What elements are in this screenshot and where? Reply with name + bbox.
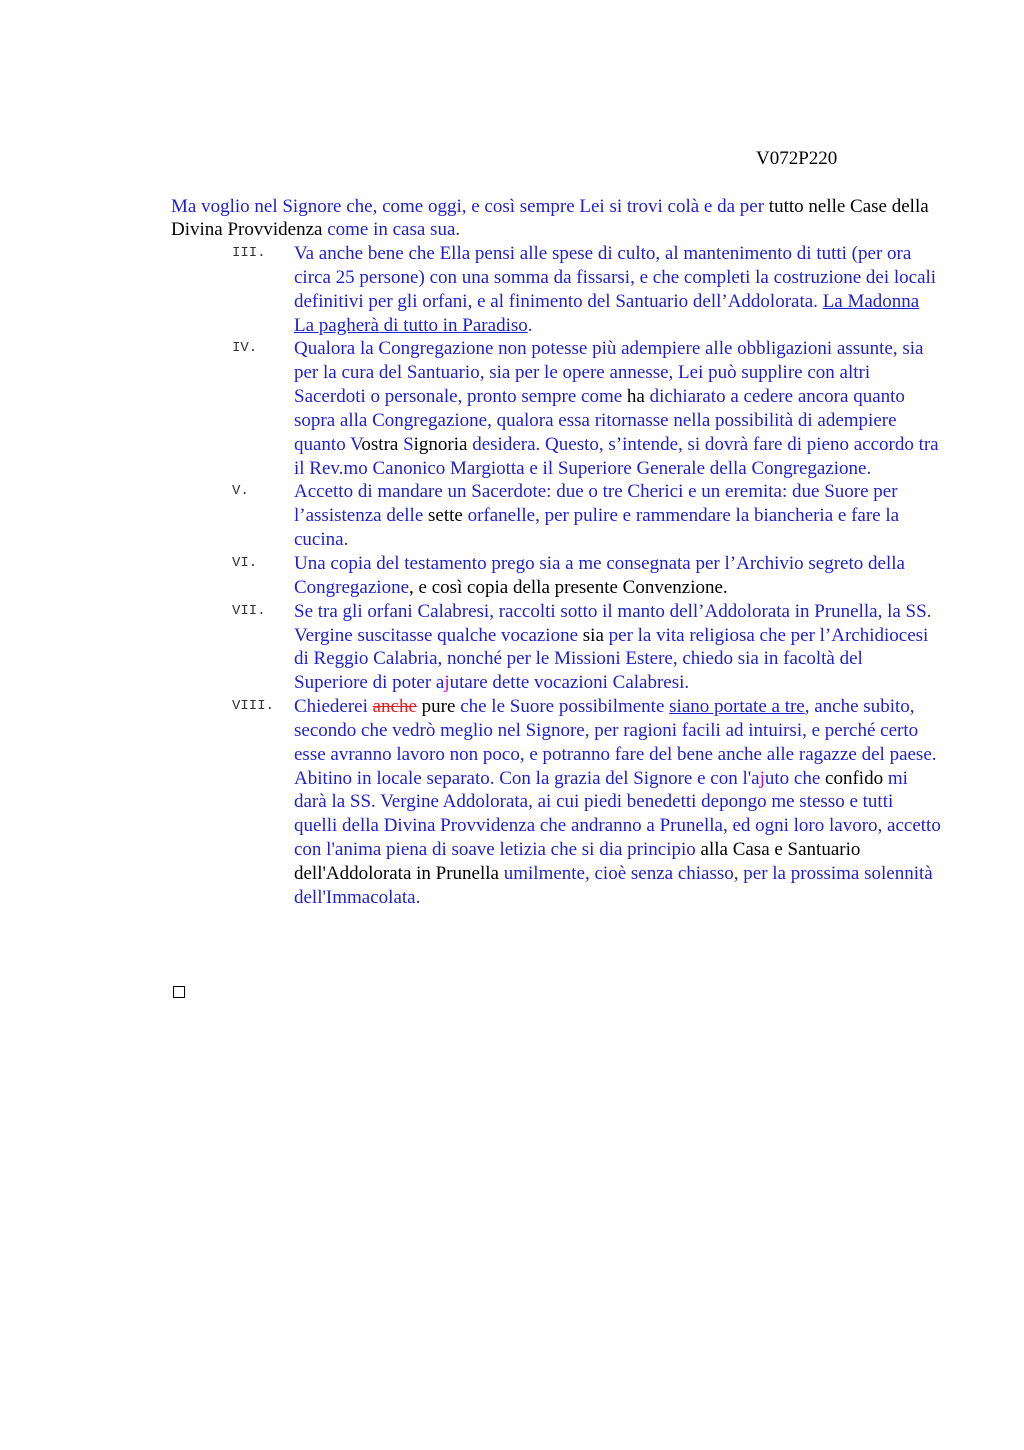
underlined-segment: siano portate a tre: [669, 696, 805, 718]
text-segment-black: ignoria: [413, 433, 473, 455]
text-segment-black: alla Casa e Santuario dell'Addolorata in Prunella: [294, 839, 861, 884]
text-segment: Chiederei: [294, 696, 373, 718]
numbered-list: [171, 242, 941, 910]
text-segment: uto che: [764, 767, 826, 789]
item-text: [294, 480, 941, 552]
item-text: [294, 695, 941, 910]
intro-paragraph: [171, 195, 941, 242]
text-segment-magenta: j: [759, 767, 765, 789]
text-segment: che le Suore possibilmente: [460, 696, 670, 718]
text-segment: Accetto di mandare un Sacerdote: due o tre Cherici e un eremita: due Suore per l’assistenza delle: [294, 481, 898, 527]
text-segment: umilmente, cioè senza chiasso, per la prossima solennità dell'Immacolata.: [294, 862, 933, 908]
text-segment-black: , e così copia della presente Convenzione.: [409, 576, 728, 598]
item-text: [294, 337, 941, 480]
text-segment: .: [527, 314, 533, 336]
item-number: VIII.: [232, 698, 275, 715]
item-text: [294, 600, 941, 695]
text-segment: S: [403, 433, 414, 455]
checkbox-icon: [173, 986, 185, 998]
intro-text-black: tutto nelle Case della Divina Provvidenza: [171, 196, 929, 241]
text-segment-black: confido: [825, 767, 888, 789]
list-item-iii: [171, 242, 941, 337]
text-segment: , anche subito, secondo che vedrò meglio nel Signore, per ragioni facili ad intuirsi, e perché certo esse avranno lavoro non poco, e potranno fare del bene anche alle ragazze del paese. Abitino in locale separato. Con la grazia del Signore e con l'a: [294, 696, 937, 789]
text-segment: Qualora la Congregazione non potesse più adempiere alle obbligazioni assunte, sia per la cura del Santuario, sia per le opere annesse, Lei può supplire con altri Sacerdoti o personale, pronto sempre come: [294, 338, 924, 408]
text-segment: Va anche bene che Ella pensi alle spese di culto, al mantenimento di tutti (per ora circa 25 persone) con una somma da fissarsi, e che completi la costruzione dei locali definitivi per gli orfani, e al finimento del Santuario dell’Addolorata.: [294, 243, 937, 312]
text-segment: desidera. Questo, s’intende, si dovrà fare di pieno accordo tra il Rev.mo Canonico Margiotta e il Superiore Generale della Congregazione.: [294, 433, 939, 479]
text-segment: Una copia del testamento prego sia a me consegnata per l’Archivio segreto della Congregazione: [294, 552, 905, 598]
item-text: [294, 242, 941, 337]
text-segment-black: sette: [428, 505, 468, 527]
item-number: III.: [232, 245, 266, 261]
text-segment-magenta: j: [444, 672, 450, 694]
text-segment-black: ostra: [361, 433, 404, 455]
list-item-vi: [171, 552, 941, 600]
deleted-text: anche: [372, 696, 417, 718]
item-number: V.: [232, 483, 249, 500]
text-segment: dichiarato a cedere ancora quanto sopra alla Congregazione, qualora essa ritornasse nella possibilità di adempiere quanto V: [294, 386, 905, 455]
item-text: [294, 552, 941, 600]
text-segment: Se tra gli orfani Calabresi, raccolti sotto il manto dell’Addolorata in Prunella, la SS. Vergine suscitasse qualche vocazione: [294, 600, 932, 646]
text-segment-black: ha: [626, 386, 650, 408]
list-item-iv: [171, 337, 941, 480]
underlined-segment: La Madonna La pagherà di tutto in Paradiso: [294, 290, 920, 336]
text-segment: utare dette vocazioni Calabresi.: [449, 672, 690, 694]
intro-text-blue-end: come in casa sua.: [327, 219, 461, 241]
item-number: IV.: [232, 340, 258, 357]
item-number: VII.: [232, 602, 266, 619]
item-number: VI.: [232, 554, 258, 571]
text-segment: orfanelle, per pulire e rammendare la biancheria e fare la cucina.: [294, 505, 900, 551]
text-segment: mi darà la SS. Vergine Addolorata, ai cui piedi benedetti depongo me stesso e tutti quelli della Divina Provvidenza che andranno a Prunella, ed ogni loro lavoro, accetto con l'anima piena di soave letizia che si dia principio: [294, 767, 941, 861]
text-segment: per la vita religiosa che per l’Archidiocesi di Reggio Calabria, nonché per le Missioni Estere, chiedo sia in facoltà del Superiore di poter a: [294, 624, 929, 694]
list-item-vii: [171, 600, 941, 695]
list-item-v: [171, 480, 941, 552]
page-reference: V072P220: [756, 148, 838, 169]
text-segment-black: pure: [416, 696, 461, 718]
intro-text-blue: Ma voglio nel Signore che, come oggi, e così sempre Lei si trovi colà e da per: [171, 196, 769, 217]
list-item-viii: [171, 695, 941, 910]
text-segment-black: sia: [582, 624, 609, 646]
